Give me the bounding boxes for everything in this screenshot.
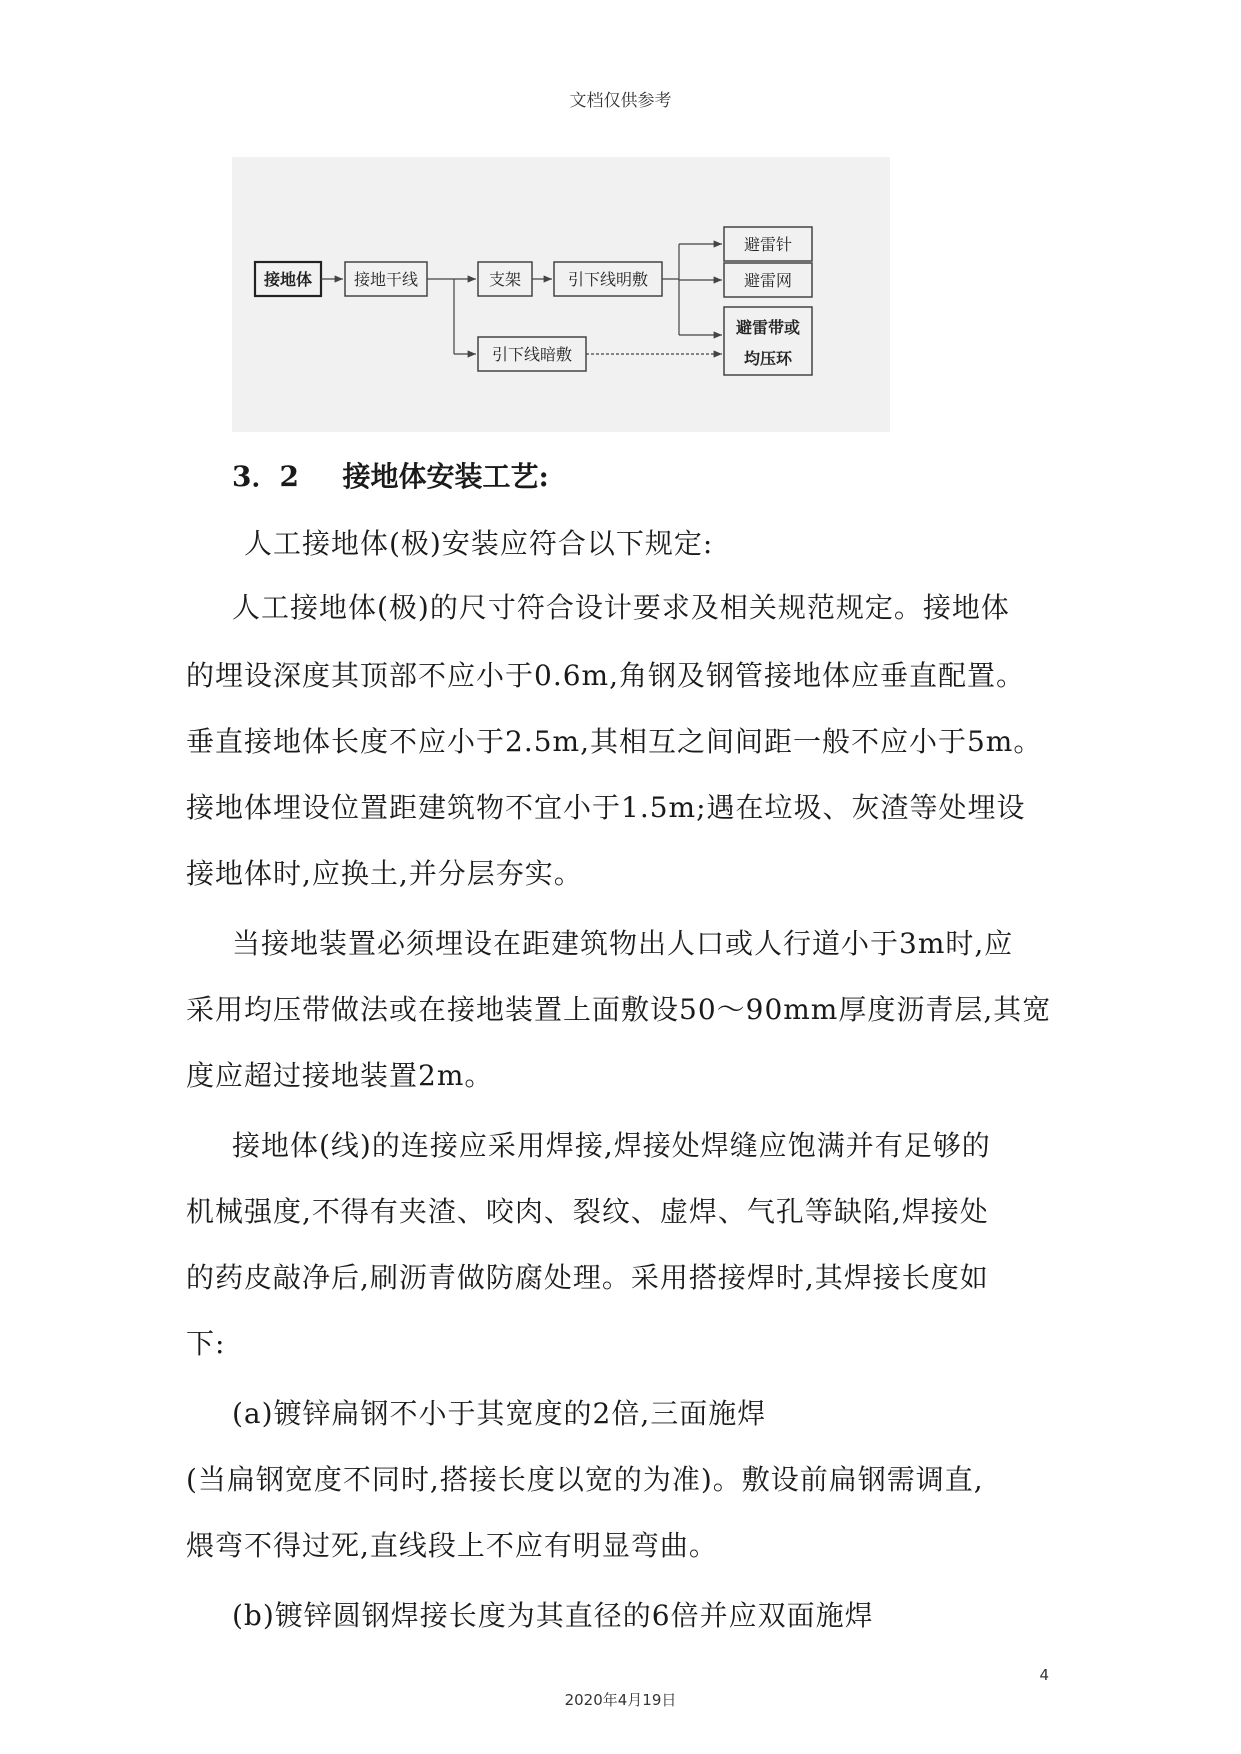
body-line: 煨弯不得过死,直线段上不应有明显弯曲。: [186, 1529, 718, 1562]
body-line: 度应超过接地装置2m。: [186, 1059, 494, 1092]
body-line: 采用均压带做法或在接地装置上面敷设50～90mm厚度沥青层,其宽: [186, 993, 1052, 1026]
flowchart-diagram: [232, 157, 890, 432]
node-lightning-rod: 避雷针: [743, 235, 793, 254]
body-line: 垂直接地体长度不应小于2.5m,其相互之间间距一般不应小于5m。: [186, 725, 1043, 758]
node-ground-line: 接地干线: [353, 270, 419, 289]
body-line: 接地体时,应换土,并分层夯实。: [186, 857, 583, 890]
node-lightning-belt-line1: 避雷带或: [735, 318, 801, 337]
body-line: 接地体(线)的连接应采用焊接,焊接处焊缝应饱满并有足够的: [232, 1129, 991, 1162]
page-footer-date: 2020年4月19日: [564, 1691, 677, 1709]
node-lightning-belt-line2: 均压环: [743, 349, 793, 368]
section-number: 3．2: [232, 460, 299, 493]
body-line: (当扁钢宽度不同时,搭接长度以宽的为准)。敷设前扁钢需调直,: [186, 1463, 984, 1496]
section-title: 接地体安装工艺:: [342, 460, 549, 493]
body-line: 人工接地体(极)的尺寸符合设计要求及相关规范规定。接地体: [232, 591, 1010, 624]
body-line: (b)镀锌圆钢焊接长度为其直径的6倍并应双面施焊: [232, 1599, 874, 1632]
node-lightning-net: 避雷网: [743, 271, 793, 290]
body-line: (a)镀锌扁钢不小于其宽度的2倍,三面施焊: [232, 1397, 767, 1430]
page-number: 4: [1039, 1666, 1049, 1684]
section-heading: [232, 455, 549, 495]
body-line: 的埋设深度其顶部不应小于0.6m,角钢及钢管接地体应垂直配置。: [186, 659, 1025, 692]
body-line: 人工接地体(极)安装应符合以下规定:: [244, 527, 714, 560]
body-line: 下:: [186, 1327, 226, 1360]
body-line: 的药皮敲净后,刷沥青做防腐处理。采用搭接焊时,其焊接长度如: [186, 1261, 989, 1294]
node-down-concealed: 引下线暗敷: [491, 345, 573, 364]
node-bracket: 支架: [488, 270, 522, 289]
page-header: 文档仅供参考: [569, 91, 672, 111]
body-line: 机械强度,不得有夹渣、咬肉、裂纹、虚焊、气孔等缺陷,焊接处: [186, 1195, 989, 1228]
body-line: 接地体埋设位置距建筑物不宜小于1.5m;遇在垃圾、灰渣等处埋设: [186, 791, 1026, 824]
node-down-exposed: 引下线明敷: [567, 270, 649, 289]
node-grounding-body: 接地体: [263, 270, 313, 289]
body-line: 当接地装置必须埋设在距建筑物出人口或人行道小于3m时,应: [232, 927, 1014, 960]
